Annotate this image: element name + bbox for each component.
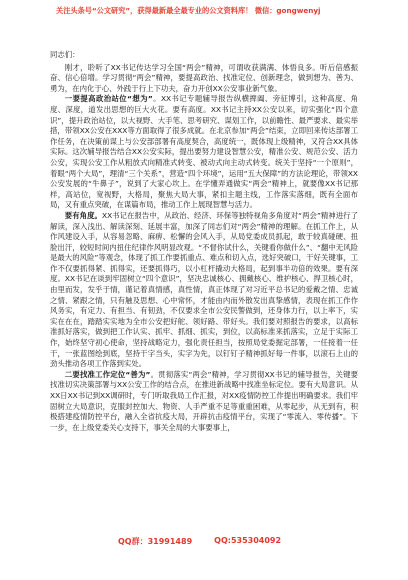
promo-banner-line1: 关注头条号“公文研究”，获得最新最全最专业的公文资料库！ 微信：gongwenyj: [56, 6, 321, 15]
section-2-text: 。贯彻落实“两会”精神，学习贯彻XX书记的辅导报告，关键要找准切实决策部署与XX公安工作的结合点，在推进新战略中找准坐标定位。要有大局意识。从XX日XX书记到XX调研时，专门听取我局工作汇报，对XX疫情防控工作提出明确要求。我们牢固树立大局意识，克服封控加大、物资、人手严重不足等重重困难，从零起步，从无到有，积极搭建疫情防控平台，融入全省抗疫大局，开辟抗击疫情平台，实现了“零流入、零传播”。下一步，在上级党委关心支持下，事关全局的大事要事上，: [50, 369, 358, 432]
salutation: 同志们：: [50, 50, 80, 59]
footer-contact: [118, 536, 308, 547]
section-heading-1: 一要提高政治站位“想为”: [64, 94, 153, 104]
paragraph-section-1: [50, 94, 358, 211]
qq-group-text: QQ群：31991489: [118, 537, 193, 546]
angle-text: XX书记在报告中，从政治、经济、环保等独特视角多角度对“两会”精神进行了解读，深入浅出、解读深刻、延展丰富，加深了同志们对“两会”精神的理解。在抓工作上，从作风建设入手，从容易忽略、麻痹、松懈的会风入手，从局党委成员抓起，敢于较真碰硬、扭脸出汗，较短时间内扭住纪律作风明显改观。“不督你试什么，关键看你做什么”、“翻中无风险是最大的风险”等观念，体现了抓工作要抓重点、难点和切入点，选好突破口，干好关键事，工作不仅要抓得紧、抓得实，还要抓得巧，以小杠杆撬动大格局，起到事半功倍的效果。要有深度。XX书记在谈到牢固树立“四个意识”，坚决忠诚核心、拥戴核心、维护核心、捍卫核心时，由里而发，发乎于情，谨记着真情感，真性情，真正体现了对习近平总书记的爱戴之情、忠诚之情、紧跟之情，只有触及思想、心中常怀，才能由内而外散发出真挚感情，表现在抓工作作风务实，有定力、有担当、有韧劲，不仅要求全市公安民警做到，还身体力行，以上率下，实实在在在，踏踏实实地为全市公安把好舵、领好路、带好头。我们要对照报告的要求，以高标准抓好落实，做到把工作认实、抓牢、抓细、抓实，到位，以高标准来抓落实，立足于实际工作，始终坚守初心使命，坚持战略定力，强化责任担当，按照局党委掘定部署，一任接着一任干，一张蓝图绘到底，坚持干字当头，实字为先，以钉钉子精神抓好每一件事，以滚石上山的劲头推动各项工作落到实处。: [50, 210, 358, 369]
qq-text: QQ:535304092: [214, 536, 282, 545]
paragraph-angle: [50, 211, 358, 370]
subheading-angle: 要有角度。: [64, 210, 102, 220]
promo-banner: [56, 6, 356, 16]
paragraph-intro: 刚才，聆听了XX书记传达学习全国“两会”精神，可谓收获满满、体悟良多。听后倍感振奋、信心倍增。学习贯彻“两会”精神，要提高政治、找准定位、创新理念，做到想为、善为、勇为，在内化于心、外践于行上下功夫，奋力开创XX公安事业新气象。: [50, 62, 358, 93]
paragraph-section-2: [50, 370, 358, 434]
section-1-text: 。XX书记专题辅导报告纵横捭阖、旁征博引，这种高度、角度、深度，道发出思想的巨大火花。要有高度。XX书记主持XX公安以来，切实强化“四个意识”，提升政治站位，以大视野、大手笔、思考研究、谋划工作，以前瞻性、最严要求、最实举措，带领XX公安在XXX等方面取得了很多成就。在北京参加“两会”结束，立即回来传达部署工作任务，在决策前谋上与公安部部署有高度契合，高度统一，既体现上级精神，又符合XX具体实际。这次辅导报告结合XX公安实际，提出要努力建设智慧公安，精准公安、规范公安、活力公安，实现公安工作从粗放式向精准式转变、被动式向主动式转变。统关于坚持“一个原则”，着眼“两个大局”，理清“三个关系”，营造“四个环境”，运用“五大保障”的方法论理论，带领XX公安发展的“牛鼻子”，说到了大家心坎上。在学懂弄通做实“两会”精神上，就要像XX书记那样，高站位，宽视野，大格局，聚焦大局大事，紧扣主题主线，工作落实落细，既有全面布局，又有重点突破，在谋篇布局，推动工作上展现智慧与活力。: [50, 94, 358, 210]
section-heading-2: 二要找准工作定位“善为”: [64, 369, 151, 379]
document-body: [50, 50, 358, 530]
